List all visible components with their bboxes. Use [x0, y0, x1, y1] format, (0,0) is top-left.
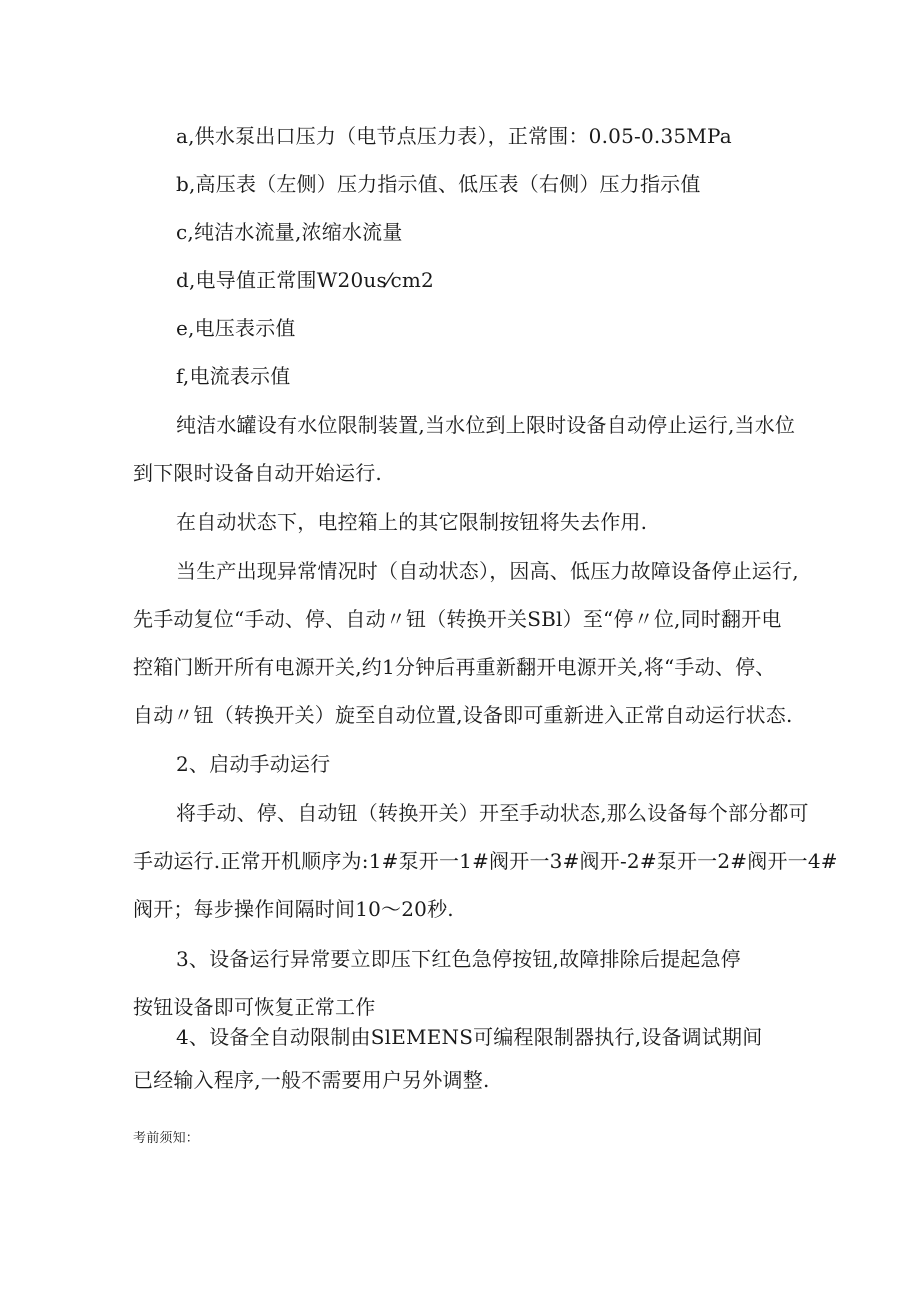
- paragraph-fault-line-1: 当生产出现异常情况时（自动状态），因高、低压力故障设备停止运行,: [176, 559, 799, 583]
- text-line-c-flow: c,纯洁水流量,浓缩水流量: [176, 220, 403, 244]
- paragraph-fault-line-3: 控箱门断开所有电源开关,约1分钟后再重新翻开电源开关,将“手动、停、: [133, 655, 776, 679]
- paragraph-emergency-line-2: 按钮设备即可恢复正常工作: [133, 995, 376, 1019]
- notes-heading: 考前须知：: [133, 1131, 200, 1146]
- paragraph-fault-line-4: 自动〃钮（转换开关）旋至自动位置,设备即可重新进入正常自动运行状态.: [133, 703, 793, 727]
- paragraph-plc-line-2: 已经输入程序,一般不需要用户另外调整.: [133, 1068, 490, 1092]
- paragraph-emergency-line-1: 3、设备运行异常要立即压下红色急停按钮,故障排除后提起急停: [176, 947, 741, 971]
- paragraph-manual-line-2: 手动运行.正常开机顺序为:1#泵开一1#阀开一3#阀开-2#泵开一2#阀开一4#: [133, 849, 838, 873]
- text-line-d-conductivity: d,电导值正常围W20us⁄cm2: [176, 268, 434, 292]
- paragraph-manual-line-1: 将手动、停、自动钮（转换开关）开至手动状态,那么设备每个部分都可: [176, 801, 809, 825]
- heading-manual-run: 2、启动手动运行: [176, 752, 331, 776]
- text-line-e-voltage: e,电压表示值: [176, 316, 296, 340]
- paragraph-plc-line-1: 4、设备全自动限制由SlEMENS可编程限制器执行,设备调试期间: [176, 1025, 763, 1049]
- text-line-f-current: f,电流表示值: [176, 364, 291, 388]
- paragraph-manual-line-3: 阀开；每步操作间隔时间10～20秒.: [133, 897, 454, 921]
- paragraph-auto-state: 在自动状态下，电控箱上的其它限制按钮将失去作用.: [176, 510, 648, 534]
- text-line-b-pressure-gauges: b,高压表（左侧）压力指示值、低压表（右侧）压力指示值: [176, 172, 701, 196]
- paragraph-water-tank-line-2: 到下限时设备自动开始运行.: [133, 461, 382, 485]
- paragraph-water-tank-line-1: 纯洁水罐设有水位限制装置,当水位到上限时设备自动停止运行,当水位: [176, 413, 796, 437]
- paragraph-fault-line-2: 先手动复位“手动、停、自动〃钮（转换开关SBl）至“停〃位,同时翻开电: [133, 607, 782, 631]
- text-line-a-pump-pressure: a,供水泵出口压力（电节点压力表），正常围：0.05-0.35MPa: [176, 124, 732, 148]
